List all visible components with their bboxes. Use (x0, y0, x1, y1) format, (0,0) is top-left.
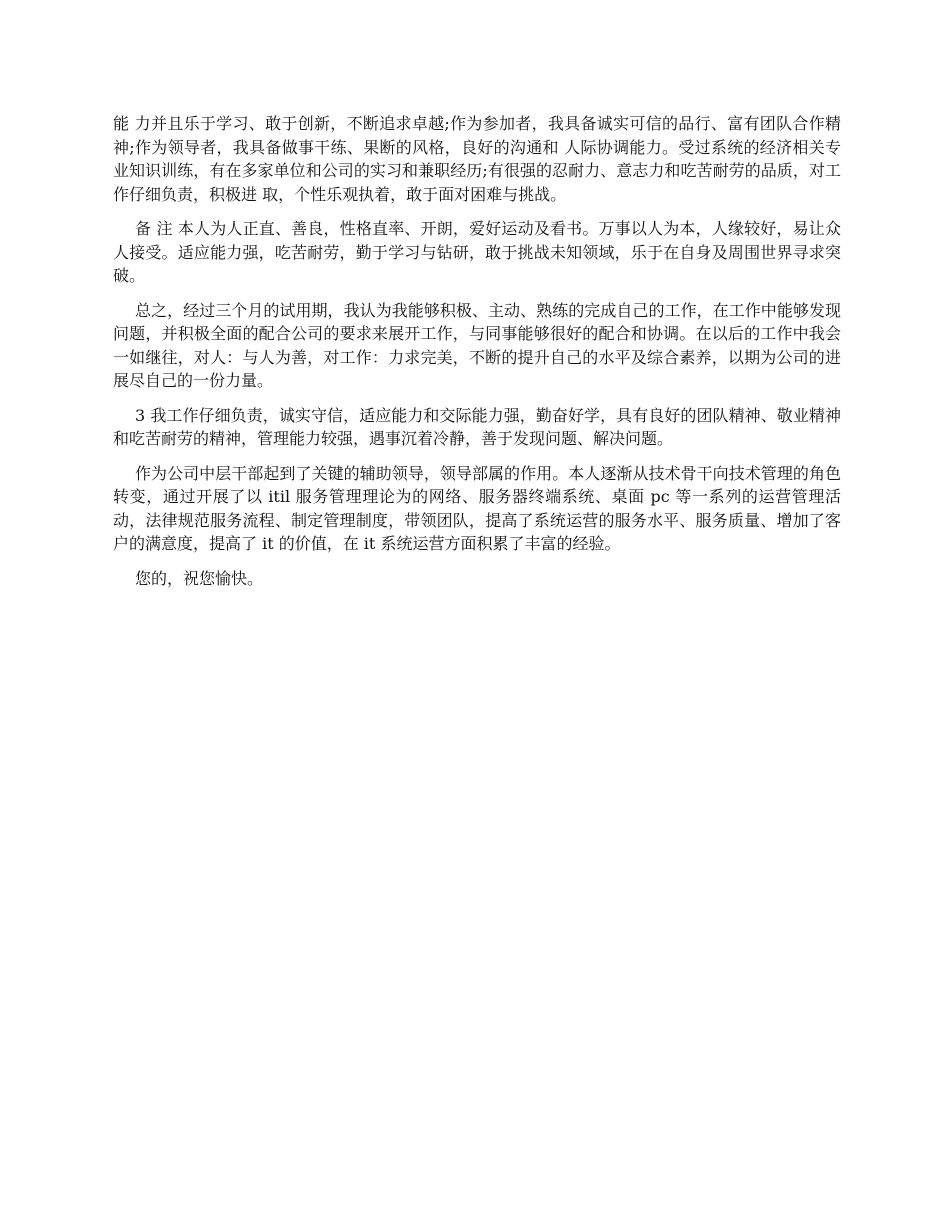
paragraph-2: 备 注 本人为人正直、善良，性格直率、开朗，爱好运动及看书。万事以人为本，人缘较好，易让众人接受。适应能力强，吃苦耐劳，勤于学习与钻研，敢于挑战未知领域，乐于在自身及周围世界寻求突破。 (113, 219, 841, 285)
document-page (113, 112, 841, 601)
paragraph-4: 3 我工作仔细负责，诚实守信，适应能力和交际能力强，勤奋好学，具有良好的团队精神、敬业精神和吃苦耐劳的精神，管理能力较强，遇事沉着冷静，善于发现问题、解决问题。 (113, 405, 841, 448)
paragraph-5: 作为公司中层干部起到了关键的辅助领导，领导部属的作用。本人逐渐从技术骨干向技术管理的角色转变，通过开展了以 itil 服务管理理论为的网络、服务器终端系统、桌面 pc 等一系列的运营管理活动，法律规范服务流程、制定管理制度，带领团队，提高了系统运营的服务水平、服务质量、增加了客户的满意度，提高了 it 的价值，在 it 系统运营方面积累了丰富的经验。 (113, 463, 841, 553)
paragraph-6: 您的，祝您愉快。 (135, 568, 264, 588)
paragraph-1: 能 力并且乐于学习、敢于创新，不断追求卓越;作为参加者，我具备诚实可信的品行、富有团队合作精神;作为领导者，我具备做事干练、果断的风格，良好的沟通和 人际协调能力。受过系统的经济相关专业知识训练，有在多家单位和公司的实习和兼职经历;有很强的忍耐力、意志力和吃苦耐劳的品质，对工作仔细负责，积极进 取，个性乐观执着，敢于面对困难与挑战。 (113, 114, 841, 204)
paragraph-3: 总之，经过三个月的试用期，我认为我能够积极、主动、熟练的完成自己的工作，在工作中能够发现问题，并积极全面的配合公司的要求来展开工作，与同事能够很好的配合和协调。在以后的工作中我会一如继往，对人：与人为善，对工作：力求完美，不断的提升自己的水平及综合素养，以期为公司的进展尽自己的一份力量。 (113, 300, 841, 390)
